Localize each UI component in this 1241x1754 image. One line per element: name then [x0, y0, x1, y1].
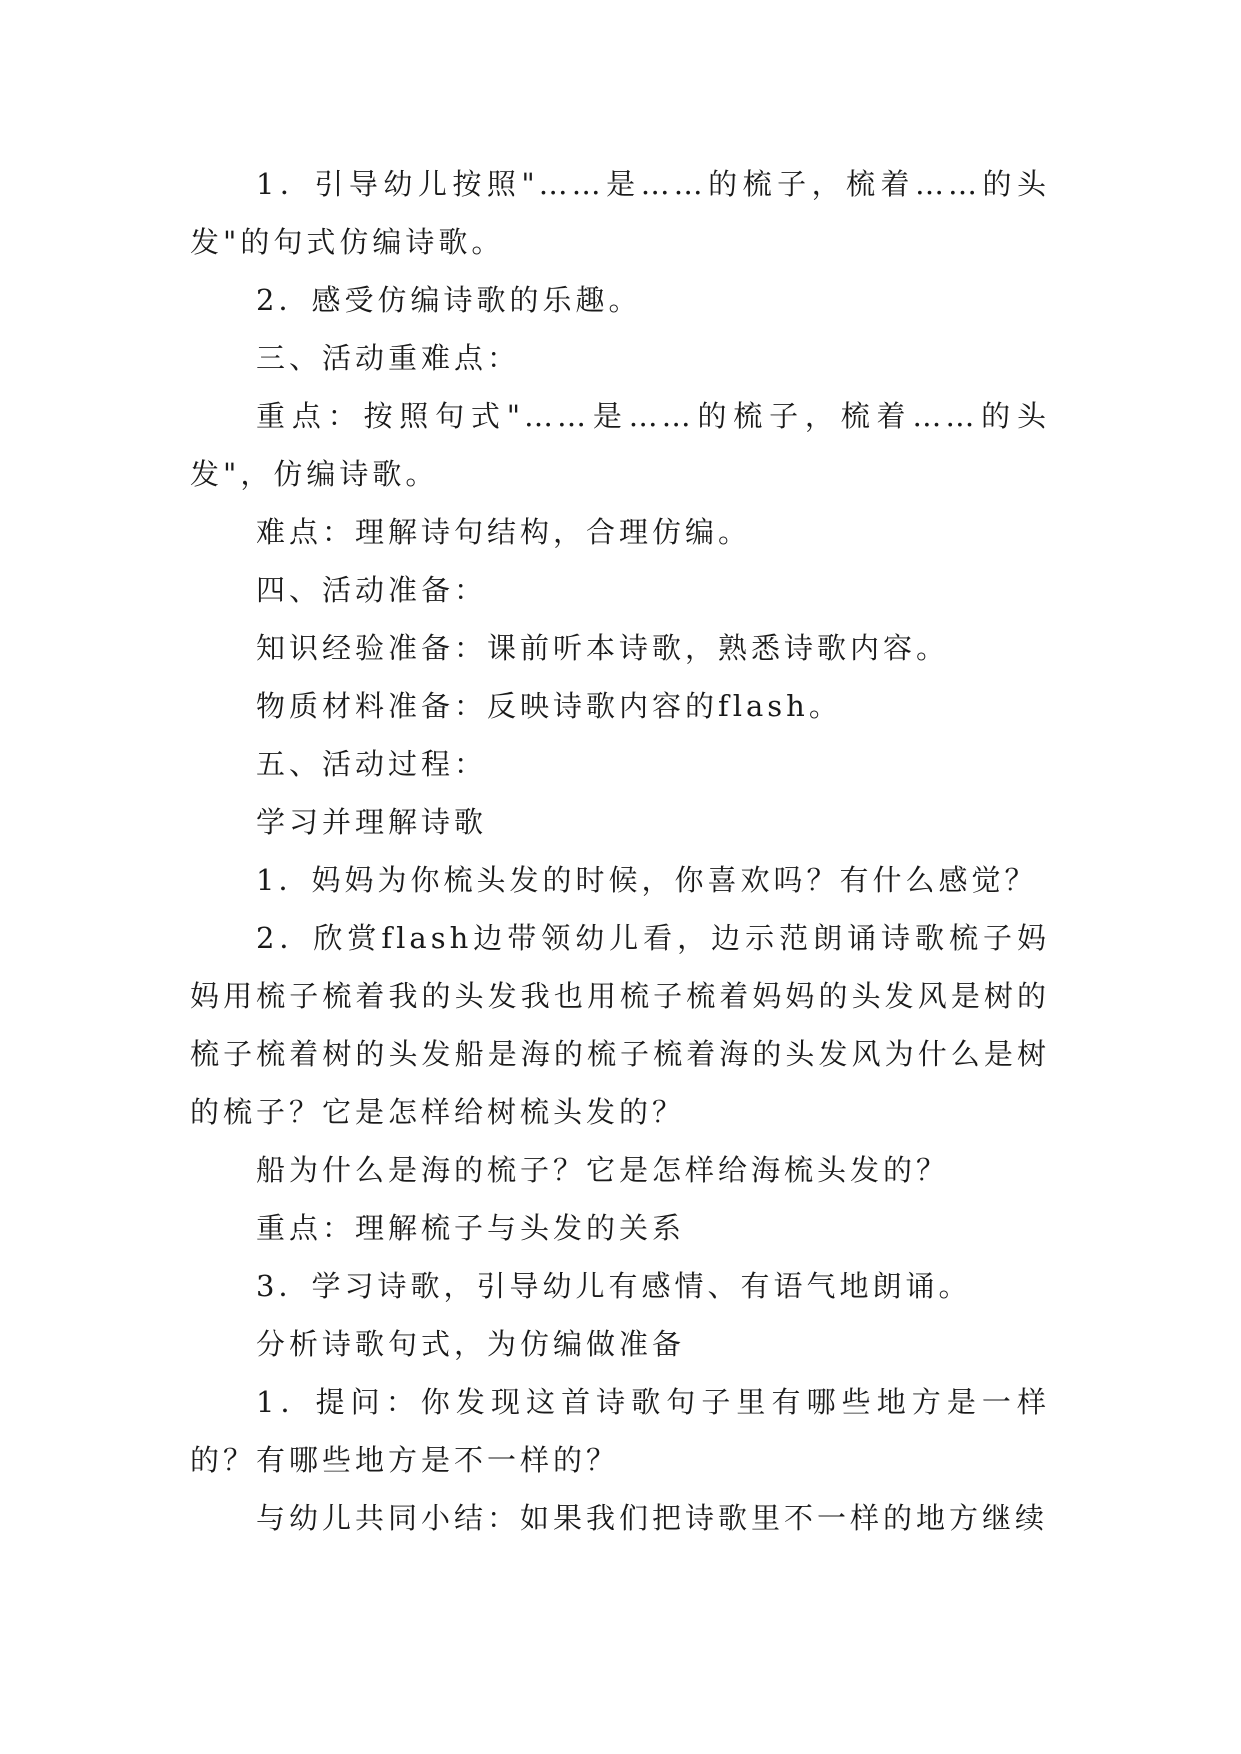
heading-key-points: 三、活动重难点： [256, 341, 521, 375]
paragraph-difficulty: 难点：理解诗句结构，合理仿编。 [256, 515, 752, 549]
paragraph-summary: 与幼儿共同小结：如果我们把诗歌里不一样的地方继续 [256, 1501, 1049, 1535]
paragraph-question-1: 1．提问：你发现这首诗歌句子里有哪些地方是一样的？有哪些地方是不一样的？ [190, 1385, 1050, 1477]
paragraph-objective-2: 2．感受仿编诗歌的乐趣。 [256, 283, 642, 317]
paragraph-step-3: 3．学习诗歌，引导幼儿有感情、有语气地朗诵。 [256, 1269, 972, 1303]
paragraph-key-relation: 重点：理解梳子与头发的关系 [256, 1211, 686, 1245]
subheading-learn-poem: 学习并理解诗歌 [256, 805, 488, 839]
heading-preparation: 四、活动准备： [256, 573, 488, 607]
document-body [190, 155, 1050, 1547]
subheading-analyze-pattern: 分析诗歌句式，为仿编做准备 [256, 1327, 686, 1361]
paragraph-boat-question: 船为什么是海的梳子？它是怎样给海梳头发的？ [256, 1153, 950, 1187]
heading-process: 五、活动过程： [256, 747, 488, 781]
paragraph-knowledge-prep: 知识经验准备：课前听本诗歌，熟悉诗歌内容。 [256, 631, 950, 665]
paragraph-step-1: 1．妈妈为你梳头发的时候，你喜欢吗？有什么感觉？ [256, 863, 1038, 897]
paragraph-step-2: 2．欣赏flash边带领幼儿看，边示范朗诵诗歌梳子妈妈用梳子梳着我的头发我也用梳子梳着妈妈的头发风是树的梳子梳着树的头发船是海的梳子梳着海的头发风为什么是树的梳子？它是怎样给树梳头发的？ [190, 921, 1050, 1129]
paragraph-key-point: 重点：按照句式"……是……的梳子，梳着……的头发"，仿编诗歌。 [190, 399, 1050, 491]
paragraph-material-prep: 物质材料准备：反映诗歌内容的flash。 [256, 689, 842, 723]
paragraph-objective-1: 1．引导幼儿按照"……是……的梳子，梳着……的头发"的句式仿编诗歌。 [190, 167, 1050, 259]
